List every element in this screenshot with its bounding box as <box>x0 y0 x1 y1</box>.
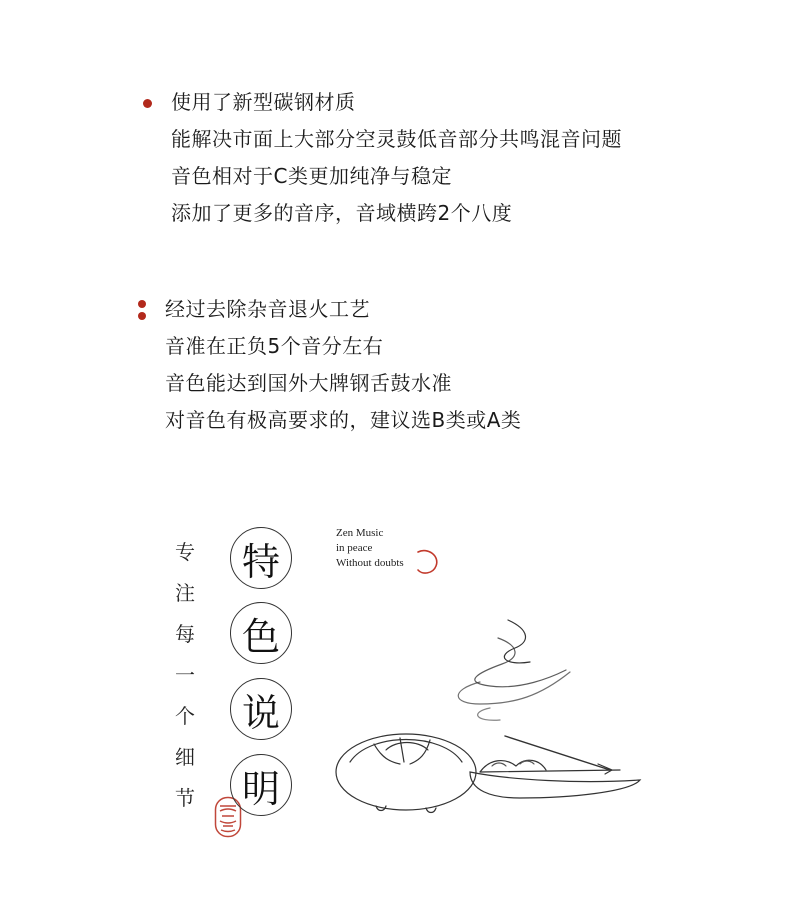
feature-section-2 <box>165 291 521 439</box>
bullet-dot-icon <box>138 300 146 308</box>
slogan-char: 专 <box>175 540 195 564</box>
vertical-slogan <box>172 532 198 819</box>
feature-line: 音准在正负5个音分左右 <box>165 334 384 358</box>
zen-line: Zen Music <box>336 527 384 539</box>
feature-line: 音色相对于C类更加纯净与稳定 <box>171 164 452 188</box>
bullet-dot-icon <box>143 99 152 108</box>
slogan-char: 节 <box>175 786 195 810</box>
slogan-char: 一 <box>175 663 195 687</box>
title-char-circle: 明 <box>230 754 292 816</box>
feature-section-1 <box>171 84 622 232</box>
title-char-circle: 色 <box>230 602 292 664</box>
zen-line: Without doubts <box>336 557 404 569</box>
slogan-char: 每 <box>175 622 195 646</box>
brush-circle-icon <box>410 548 442 578</box>
feature-line: 经过去除杂音退火工艺 <box>165 297 370 321</box>
feature-line: 添加了更多的音序，音域横跨2个八度 <box>171 201 513 225</box>
tongue-drum-incense-illustration <box>330 612 650 822</box>
zen-line: in peace <box>336 542 373 554</box>
slogan-char: 注 <box>175 581 195 605</box>
feature-line: 能解决市面上大部分空灵鼓低音部分共鸣混音问题 <box>171 127 622 151</box>
zen-caption <box>336 526 404 571</box>
bullet-dot-icon <box>138 312 146 320</box>
feature-line: 对音色有极高要求的，建议选B类或A类 <box>165 408 522 432</box>
slogan-char: 细 <box>175 745 195 769</box>
feature-line: 使用了新型碳钢材质 <box>171 90 356 114</box>
title-char-circle: 特 <box>230 527 292 589</box>
feature-line: 音色能达到国外大牌钢舌鼓水准 <box>165 371 452 395</box>
slogan-char: 个 <box>175 704 195 728</box>
title-char-circle: 说 <box>230 678 292 740</box>
